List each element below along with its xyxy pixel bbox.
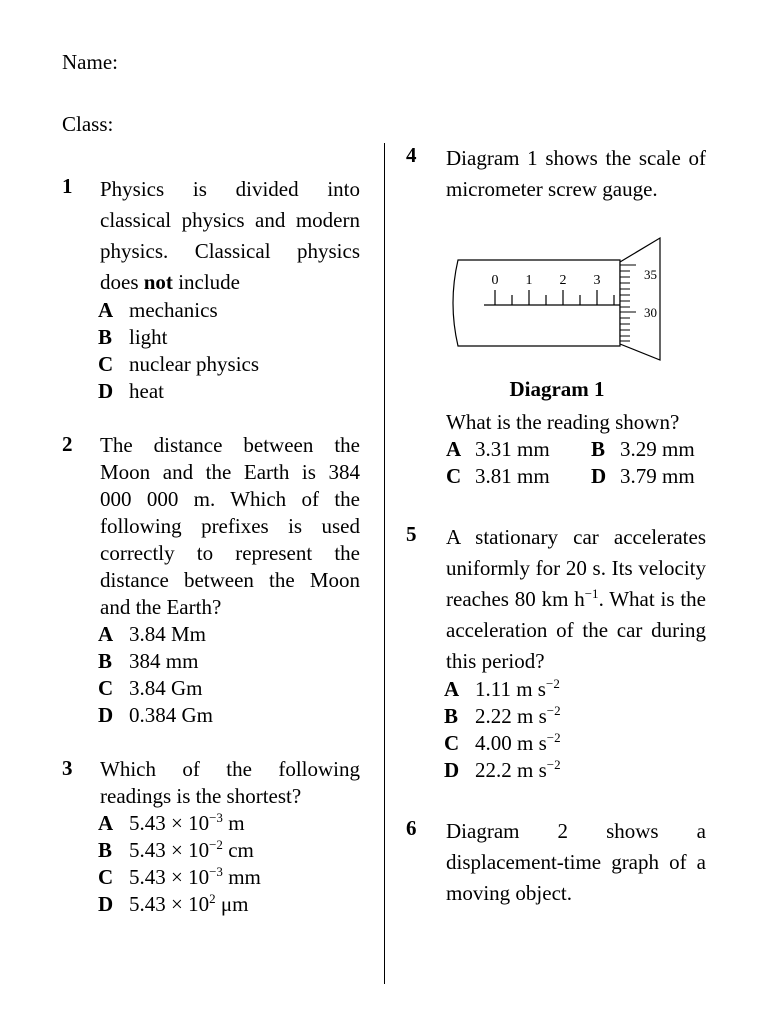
question-4-text: Diagram 1 shows the scale of micrometer screw gauge.: [446, 146, 706, 201]
thimble-label-35: 35: [644, 267, 657, 282]
sleeve-label-2: 2: [559, 273, 567, 288]
sleeve-label-3: 3: [593, 273, 601, 288]
question-2-number: 2: [62, 432, 73, 456]
option-3b[interactable]: B $5.43 \times 10^{-2}$ cm: [98, 837, 254, 862]
option-5c[interactable]: C 4.00 m $s^{-2}$: [444, 730, 561, 755]
question-3-number: 3: [62, 756, 73, 780]
option-1c[interactable]: C nuclear physics: [98, 352, 260, 376]
option-2c[interactable]: C 3.84 Gm: [98, 676, 203, 700]
question-1-options: [98, 297, 259, 405]
micrometer-diagram: [440, 232, 672, 362]
question-6-number: 6: [406, 816, 417, 840]
option-1b[interactable]: B light: [98, 325, 168, 349]
question-4-options: [446, 436, 695, 490]
option-4b[interactable]: B 3.29 mm: [591, 437, 695, 461]
option-3c[interactable]: C $5.43 \times 10^{-3}$ mm: [98, 864, 261, 889]
diagram-1-caption: Diagram 1: [509, 377, 605, 401]
question-5-text: A stationary car accelerates uniformly for 20 s. Its velocity reaches 80 km $h^{-1}$. What is the acceleration of the car during this period?: [446, 525, 706, 673]
option-4a[interactable]: A 3.31 mm: [446, 437, 550, 461]
question-6-text: Diagram 2 shows a displacement-time graph of a moving object.: [446, 819, 706, 905]
option-2b[interactable]: B 384 mm: [98, 649, 199, 673]
sleeve-label-1: 1: [525, 273, 533, 288]
option-5d[interactable]: D 22.2 m $s^{-2}$: [444, 757, 561, 782]
name-label: Name:: [62, 50, 118, 74]
column-divider: [384, 143, 385, 984]
question-4-prompt: What is the reading shown?: [446, 410, 680, 434]
option-4c[interactable]: C 3.81 mm: [446, 464, 550, 488]
option-4d[interactable]: D 3.79 mm: [591, 464, 695, 488]
question-3-options: [98, 810, 261, 918]
question-3-text: Which of the following readings is the shortest?: [100, 757, 360, 808]
question-5-options: [444, 676, 561, 784]
question-4-number: 4: [406, 143, 417, 167]
option-2a[interactable]: A 3.84 Mm: [98, 622, 207, 646]
option-5b[interactable]: B 2.22 m $s^{-2}$: [444, 703, 561, 728]
option-5a[interactable]: A 1.11 m $s^{-2}$: [444, 676, 560, 701]
sleeve-label-0: 0: [491, 273, 499, 288]
option-2d[interactable]: D 0.384 Gm: [98, 703, 213, 727]
question-2-options: [98, 621, 213, 729]
option-1d[interactable]: D heat: [98, 379, 164, 403]
question-1-number: 1: [62, 174, 73, 198]
question-5-number: 5: [406, 522, 417, 546]
option-3a[interactable]: A $5.43 \times 10^{-3}$ m: [98, 810, 245, 835]
question-1-emphasis: not: [143, 270, 173, 294]
thimble-label-30: 30: [644, 305, 657, 320]
class-label: Class:: [62, 112, 114, 136]
option-1a[interactable]: A mechanics: [98, 298, 218, 322]
option-3d[interactable]: D $5.43 \times 10^2$ μm: [98, 891, 249, 916]
question-1-text: Physics is divided into classical physics and modern physics. Classical physics does not include: [100, 177, 360, 294]
question-2-text: The distance between the Moon and the Earth is 384 000 000 m. Which of the following prefixes is used correctly to represent the distance between the Moon and the Earth?: [100, 433, 360, 619]
